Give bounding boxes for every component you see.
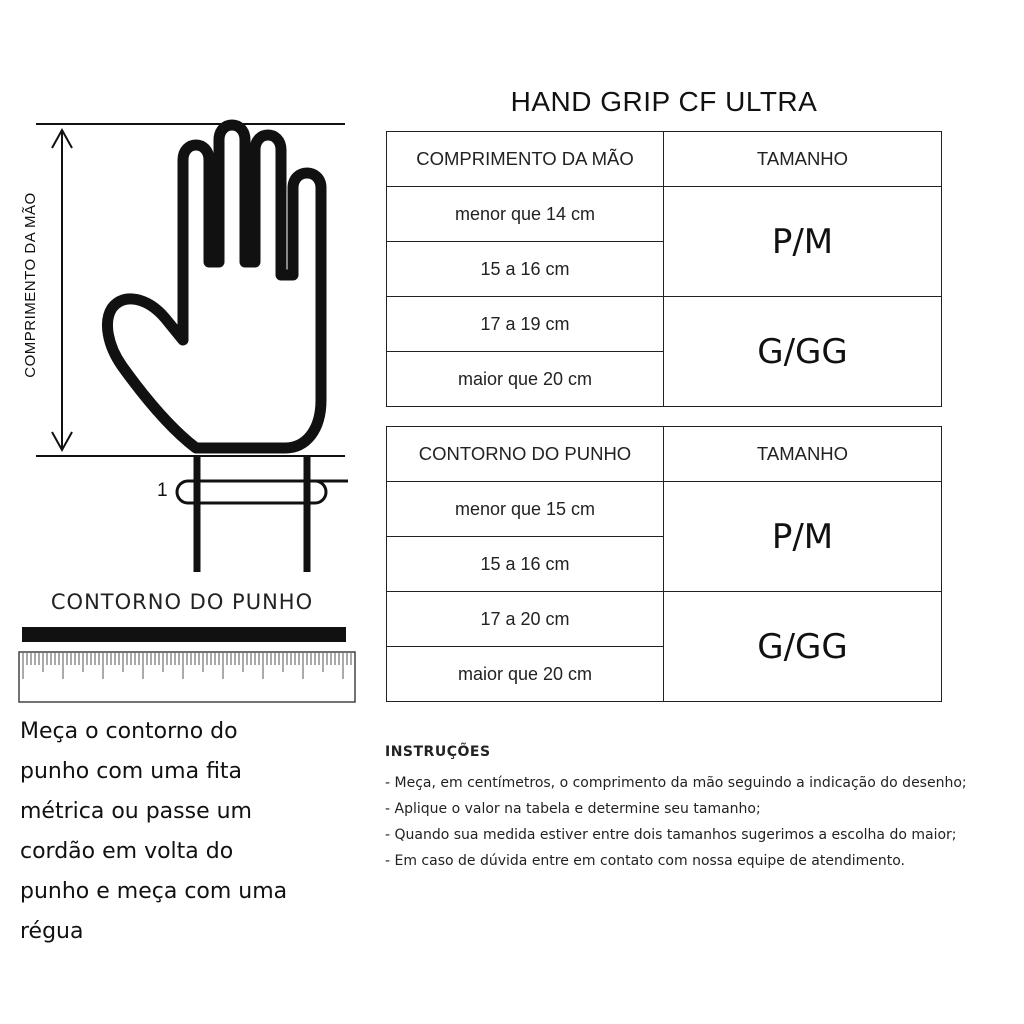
size-cell: P/M — [664, 187, 942, 297]
wrist-circumference-table — [386, 426, 942, 702]
header-size: TAMANHO — [664, 427, 942, 482]
tape-bar — [22, 627, 346, 642]
wrist-range-cell: 15 a 16 cm — [387, 537, 664, 592]
product-title: HAND GRIP CF ULTRA — [510, 86, 818, 117]
wrist-range-cell: 17 a 20 cm — [387, 592, 664, 647]
list-item: - Quando sua medida estiver entre dois tamanhos sugerimos a escolha do maior; — [385, 827, 957, 843]
wrist-range-cell: menor que 15 cm — [387, 482, 664, 537]
list-item: - Meça, em centímetros, o comprimento da mão seguindo a indicação do desenho; — [385, 775, 967, 791]
hand-range-cell: 15 a 16 cm — [387, 242, 664, 297]
hand-length-label: COMPRIMENTO DA MÃO — [22, 192, 39, 378]
list-item: - Aplique o valor na tabela e determine seu tamanho; — [385, 801, 761, 817]
table-header-row — [387, 132, 942, 187]
wrist-caption: CONTORNO DO PUNHO — [50, 590, 314, 614]
instructions-title: INSTRUÇÕES — [385, 744, 491, 760]
size-cell: G/GG — [664, 297, 942, 407]
table-row — [387, 592, 942, 647]
header-size: TAMANHO — [664, 132, 942, 187]
hand-outline-icon — [107, 125, 321, 448]
header-wrist: CONTORNO DO PUNHO — [387, 427, 664, 482]
hand-range-cell: 17 a 19 cm — [387, 297, 664, 352]
measure-instructions-text: Meça o contorno do punho com uma fita métrica ou passe um cordão em volta do punho e meça com uma régua — [20, 719, 288, 944]
wrist-tape-icon — [177, 481, 348, 503]
hand-range-cell: menor que 14 cm — [387, 187, 664, 242]
list-item: - Em caso de dúvida entre em contato com nossa equipe de atendimento. — [385, 853, 906, 869]
wrist-marker-number: 1 — [157, 480, 168, 501]
header-hand-length: COMPRIMENTO DA MÃO — [387, 132, 664, 187]
instructions-list — [385, 770, 1015, 874]
table-row — [387, 187, 942, 242]
size-cell: G/GG — [664, 592, 942, 702]
size-cell: P/M — [664, 482, 942, 592]
hand-range-cell: maior que 20 cm — [387, 352, 664, 407]
wrist-range-cell: maior que 20 cm — [387, 647, 664, 702]
table-row — [387, 297, 942, 352]
hand-length-table — [386, 131, 942, 407]
table-row — [387, 482, 942, 537]
table-header-row — [387, 427, 942, 482]
